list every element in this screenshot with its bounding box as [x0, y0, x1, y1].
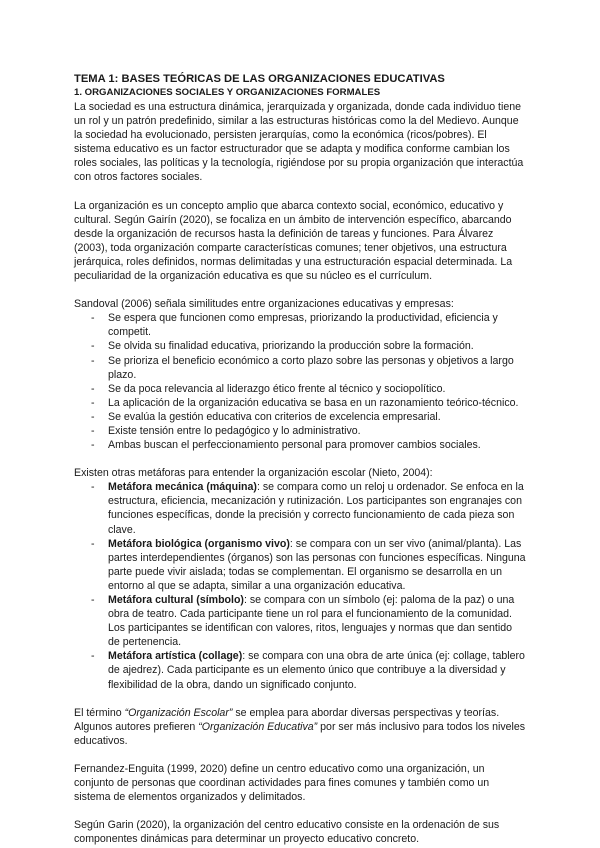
similarities-list	[74, 311, 526, 452]
metaphor-item	[74, 649, 526, 691]
metaphor-text: : se compara con un ser vivo (animal/planta). Las partes interdependientes (órganos) son las personas con funciones específicas. Ninguna parte puede vivir aislada; todas se complementan. El organismo se desarrolla en un entorno al que se adapta, similar a una organización educativa.	[108, 537, 526, 592]
metaphor-term: Metáfora mecánica (máquina)	[108, 481, 257, 494]
list-item: - Se olvida su finalidad educativa, priorizando la producción sobre la formación.	[74, 339, 526, 353]
metaphor-text: : se compara con una obra de arte única (ej: collage, tablero de ajedrez). Cada participante es un elemento único que contribuye a la diversidad y flexibilidad de la obra, dando un significado conjunto.	[108, 650, 525, 691]
metaphor-item	[74, 537, 526, 593]
metaphor-item	[74, 480, 526, 536]
list-item: - Se espera que funcionen como empresas, priorizando la productividad, eficiencia y competit.	[74, 311, 526, 339]
paragraph-garin: Según Garin (2020), la organización del centro educativo consiste en la ordenación de sus componentes dinámicas para determinar un proyecto educativo concreto.	[74, 819, 500, 846]
paragraph-term	[74, 706, 526, 748]
metaphor-item	[74, 593, 526, 649]
list-item: - Se da poca relevancia al liderazgo ético frente al técnico y sociopolítico.	[74, 382, 526, 396]
list-item: - Se prioriza el beneficio económico a corto plazo sobre las personas y objetivos a largo plazo.	[74, 354, 526, 382]
list-item: - La aplicación de la organización educativa se basa en un razonamiento teórico-técnico.	[74, 396, 526, 410]
paragraph-society: La sociedad es una estructura dinámica, jerarquizada y organizada, donde cada individuo tiene un rol y un patrón predefinido, similar a las estructuras históricas como la del Medievo. Aunque la sociedad ha evolucionado, persisten jerarquías, como la económica (ricos/pobres). El sistema educativo es un factor estructurador que se adapta y modifica conforme cambian los roles sociales, las políticas y la tecnología, rigiéndose por su propia organización que interactúa con otros factores sociales.	[74, 101, 524, 184]
metaphor-term: Metáfora artística (collage)	[108, 650, 243, 663]
metaphor-term: Metáfora cultural (símbolo)	[108, 594, 244, 606]
metaphor-text: : se compara con un símbolo (ej: paloma de la paz) o una obra de teatro. Cada participante tiene un rol para el funcionamiento de la comunidad. Los participantes se identifican con valores, ritos, lenguajes y normas que dan sentido de pertenencia.	[108, 594, 515, 649]
list-item: - Se evalúa la gestión educativa con criterios de excelencia empresarial.	[74, 410, 526, 424]
list-item: - Ambas buscan el perfeccionamiento personal para promover cambios sociales.	[74, 438, 526, 452]
metaphor-term: Metáfora biológica (organismo vivo)	[108, 537, 290, 550]
paragraph-text: por ser más inclusivo para todos los niveles educativos.	[74, 720, 526, 747]
paragraph-organization: La organización es un concepto amplio que abarca contexto social, económico, educativo y cultural. Según Gairín (2020), se focaliza en un ámbito de intervención específico, abarcando desde la organización de recursos hasta la definición de tareas y funciones. Para Álvarez (2003), toda organización comparte características comunes; tener objetivos, una estructura jerárquica, roles definidos, normas delimitadas y una estructuración espacial determinada. La peculiaridad de la organización educativa es que su núcleo es el currículum.	[74, 199, 513, 283]
document-page	[74, 72, 526, 846]
paragraph-text: El término	[74, 706, 125, 719]
metaphor-text: : se compara como un reloj u ordenador. Se enfoca en la estructura, eficiencia, mecanización y rutinización. Los participantes son engranajes con funciones específicas, donde la precisión y correcto funcionamiento de cada pieza son clave.	[108, 481, 524, 536]
paragraph-fernandez-enguita: Fernandez-Enguita (1999, 2020) define un centro educativo como una organización, un conjunto de personas que coordinan actividades para fines comunes y también como un sistema de elementos organizados y delimitados.	[74, 762, 490, 804]
paragraph-sandoval: Sandoval (2006) señala similitudes entre organizaciones educativas y empresas:	[74, 298, 454, 311]
metaphors-list	[74, 480, 526, 691]
section-heading: 1. ORGANIZACIONES SOCIALES Y ORGANIZACIONES FORMALES	[74, 87, 381, 98]
paragraph-metaphors-intro: Existen otras metáforas para entender la organización escolar (Nieto, 2004):	[74, 467, 433, 480]
document-title: TEMA 1: BASES TEÓRICAS DE LAS ORGANIZACIONES EDUCATIVAS	[74, 73, 445, 85]
term-organizacion-escolar: “Organización Escolar”	[124, 706, 233, 719]
list-item: - Existe tensión entre lo pedagógico y lo administrativo.	[74, 424, 526, 438]
term-organizacion-educativa: “Organización Educativa”	[198, 720, 318, 733]
paragraph-text: se emplea para abordar diversas perspectivas y teorías. Algunos autores prefieren	[74, 706, 500, 733]
